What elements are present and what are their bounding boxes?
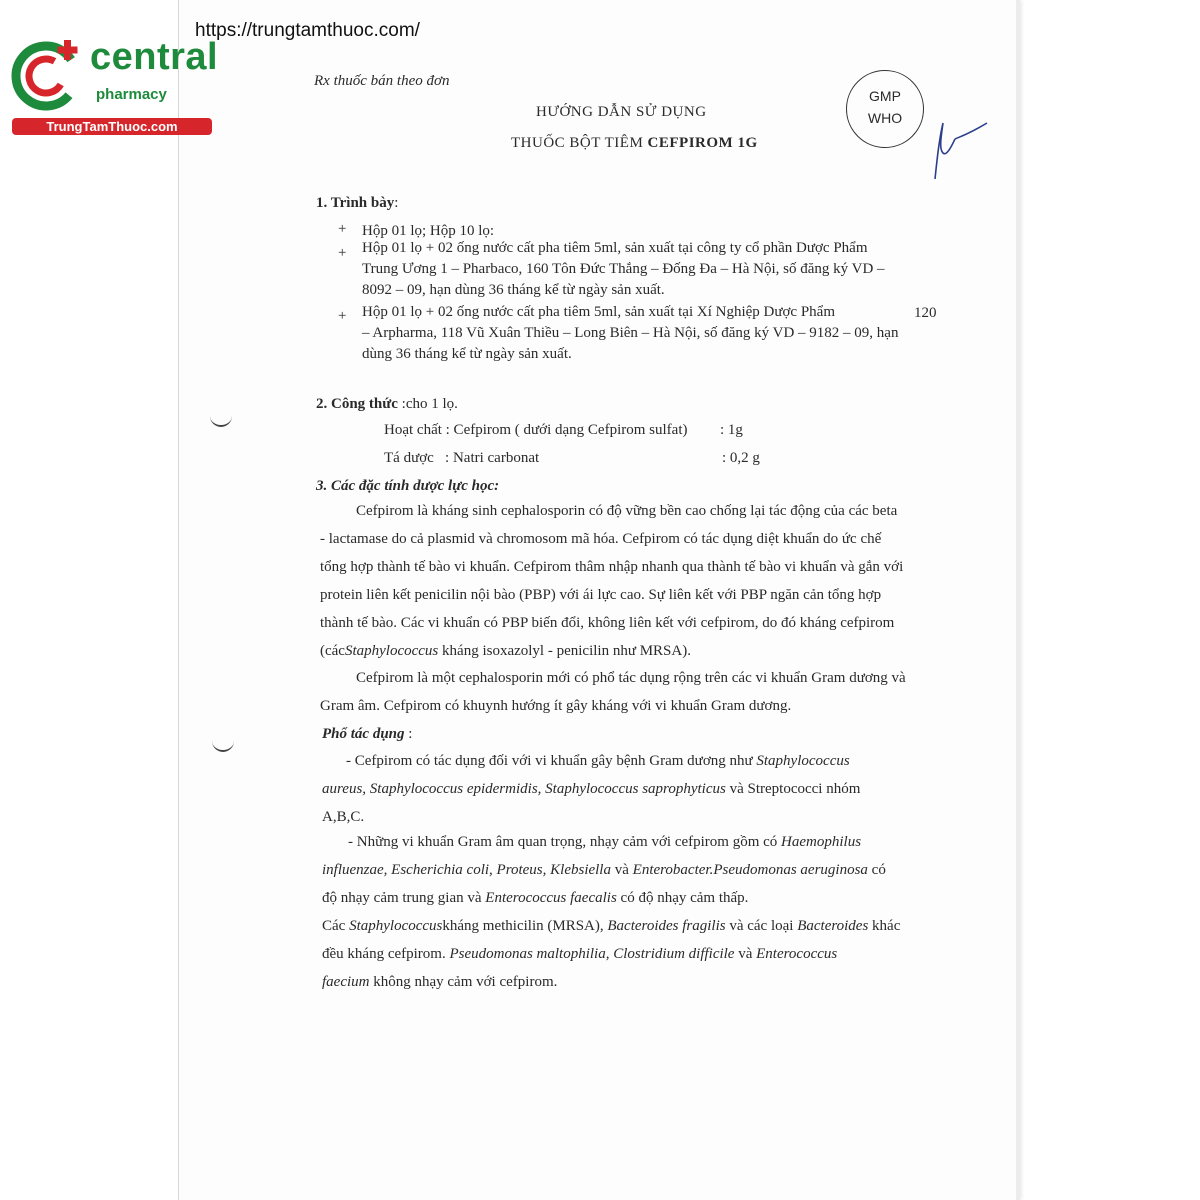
excipient-label: Tá dược : Natri carbonat bbox=[384, 450, 540, 466]
list-item: Hộp 01 lọ + 02 ống nước cất pha tiêm 5ml, sản xuất tại công ty cổ phần Dược Phẩm Trung Ương 1 – Pharbaco, 160 Tôn Đức Thắng – Đống Đa – Hà Nội, số đăng ký VD – 8092 – 09, hạn dùng 36 tháng kể từ ngày sản xuất. bbox=[362, 240, 885, 298]
brand-logo[interactable] bbox=[8, 36, 219, 136]
source-url[interactable]: https://trungtamthuoc.com/ bbox=[195, 20, 420, 41]
rx-note: Rx thuốc bán theo đơn bbox=[314, 73, 450, 89]
pharmacodynamics-paragraph-2: Cefpirom là một cephalosporin mới có phổ tác dụng rộng trên các vi khuẩn Gram dương và Gram âm. Cefpirom có khuynh hướng ít gây kháng với vi khuẩn Gram dương. bbox=[320, 670, 906, 714]
spectrum-gram-negative: - Những vi khuẩn Gram âm quan trọng, nhạy cảm với cefpirom gồm có Haemophilus influenzae, Escherichia coli, Proteus, Klebsiella và Enterobacter.Pseudomonas aeruginosa có độ nhạy cảm trung gian và Enterococcus faecalis có độ nhạy cảm thấp. bbox=[322, 834, 886, 906]
list-item-number: 120 bbox=[914, 305, 937, 321]
signature-mark-icon bbox=[925, 115, 995, 185]
stamp-line-1: GMP bbox=[869, 88, 901, 104]
section-2-heading: 2. Công thức :cho 1 lọ. bbox=[316, 396, 458, 412]
list-item: Hộp 01 lọ; Hộp 10 lọ: bbox=[362, 223, 495, 239]
doc-title: HƯỚNG DẪN SỬ DỤNG bbox=[536, 104, 707, 120]
section-3-heading: 3. Các đặc tính dược lực học: bbox=[316, 478, 500, 494]
stamp-line-2: WHO bbox=[867, 110, 903, 126]
list-item: Hộp 01 lọ + 02 ống nước cất pha tiêm 5ml, sản xuất tại Xí Nghiệp Dược Phẩm – Arpharma, 118 Vũ Xuân Thiều – Long Biên – Hà Nội, số đăng ký VD – 9182 – 09, hạn dùng 36 tháng kể từ ngày sản xuất. bbox=[362, 304, 899, 362]
logo-subtitle: pharmacy bbox=[96, 86, 167, 103]
spectrum-heading: Phổ tác dụng : bbox=[322, 726, 413, 742]
active-ingredient-value: : 1g bbox=[720, 422, 743, 438]
sheet-edge bbox=[1016, 0, 1020, 1200]
gmp-who-stamp bbox=[846, 70, 924, 148]
excipient-value: : 0,2 g bbox=[722, 450, 760, 466]
spectrum-gram-positive: - Cefpirom có tác dụng đối với vi khuẩn gây bệnh Gram dương như Staphylococcus aureus, Staphylococcus epidermidis, Staphylococcus saprophyticus và Streptococci nhóm A,B,C. bbox=[322, 753, 861, 825]
logo-banner: TrungTamThuoc.com bbox=[12, 118, 212, 135]
pharmacodynamics-paragraph-1: Cefpirom là kháng sinh cephalosporin có độ vững bền cao chống lại tác động của các beta - lactamase do cả plasmid và chromosom mã hóa. Cefpirom có tác dụng diệt khuẩn do ức chế tổng hợp thành tế bào vi khuẩn. Cefpirom thâm nhập nhanh qua thành tế bào vi khuẩn và gắn với protein liên kết penicilin nội bào (PBP) với ái lực cao. Sự liên kết với PBP ngăn cản tổng hợp thành tế bào. Các vi khuẩn có PBP biến đổi, không liên kết với cefpirom, do đó kháng cefpirom (cácStaphylococcus kháng isoxazolyl - penicilin như MRSA). bbox=[320, 503, 904, 659]
list-bullet: + bbox=[338, 308, 347, 324]
logo-name: central bbox=[90, 36, 219, 78]
list-bullet: + bbox=[338, 245, 347, 261]
active-ingredient-label: Hoạt chất : Cefpirom ( dưới dạng Cefpirom sulfat) bbox=[384, 422, 688, 438]
spectrum-resistant: Các Staphylococcuskháng methicilin (MRSA), Bacteroides fragilis và các loại Bacteroides khác đều kháng cefpirom. Pseudomonas maltophilia, Clostridium difficile và Enterococcus faecium không nhạy cảm với cefpirom. bbox=[322, 918, 901, 990]
list-bullet: + bbox=[338, 221, 347, 237]
logo-mark-icon bbox=[8, 36, 88, 116]
doc-subtitle: THUỐC BỘT TIÊM CEFPIROM 1G bbox=[511, 135, 758, 151]
section-1-heading: 1. Trình bày: bbox=[316, 195, 399, 211]
